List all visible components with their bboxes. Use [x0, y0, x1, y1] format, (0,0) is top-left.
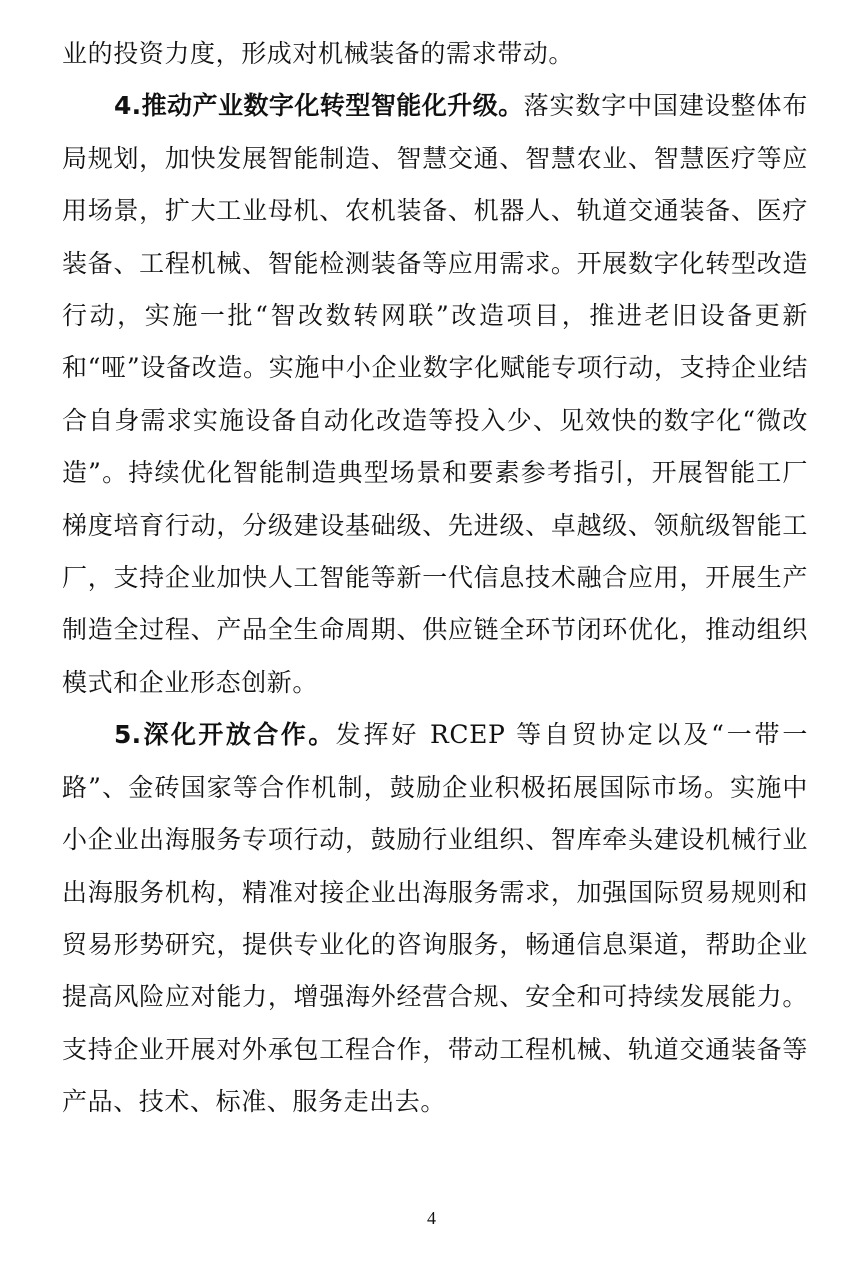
- document-body: [62, 28, 808, 1129]
- paragraph-text: 落实数字中国建设整体布局规划，加快发展智能制造、智慧交通、智慧农业、智慧医疗等应用场景，扩大工业母机、农机装备、机器人、轨道交通装备、医疗装备、工程机械、智能检测装备等应用需求。开展数字化转型改造行动，实施一批“智改数转网联”改造项目，推进老旧设备更新和“哑”设备改造。实施中小企业数字化赋能专项行动，支持企业结合自身需求实施设备自动化改造等投入少、见效快的数字化“微改造”。持续优化智能制造典型场景和要素参考指引，开展智能工厂梯度培育行动，分级建设基础级、先进级、卓越级、领航级智能工厂，支持企业加快人工智能等新一代信息技术融合应用，开展生产制造全过程、产品全生命周期、供应链全环节闭环优化，推动组织模式和企业形态创新。: [62, 91, 809, 697]
- section-heading: 4.推动产业数字化转型智能化升级。: [114, 91, 524, 121]
- section-heading: 5.深化开放合作。: [114, 720, 336, 750]
- paragraph-continuation: [62, 28, 808, 80]
- paragraph-text: 业的投资力度，形成对机械装备的需求带动。: [62, 39, 575, 68]
- paragraph-open-cooperation: [62, 709, 808, 1128]
- paragraph-digital-transformation: [62, 80, 808, 709]
- paragraph-text: 发挥好 RCEP 等自贸协定以及“一带一路”、金砖国家等合作机制，鼓励企业积极拓展国际市场。实施中小企业出海服务专项行动，鼓励行业组织、智库牵头建设机械行业出海服务机构，精准对接企业出海服务需求，加强国际贸易规则和贸易形势研究，提供专业化的咨询服务，畅通信息渠道，帮助企业提高风险应对能力，增强海外经营合规、安全和可持续发展能力。支持企业开展对外承包工程合作，带动工程机械、轨道交通装备等产品、技术、标准、服务走出去。: [62, 720, 808, 1117]
- page-number: 4: [427, 1208, 436, 1228]
